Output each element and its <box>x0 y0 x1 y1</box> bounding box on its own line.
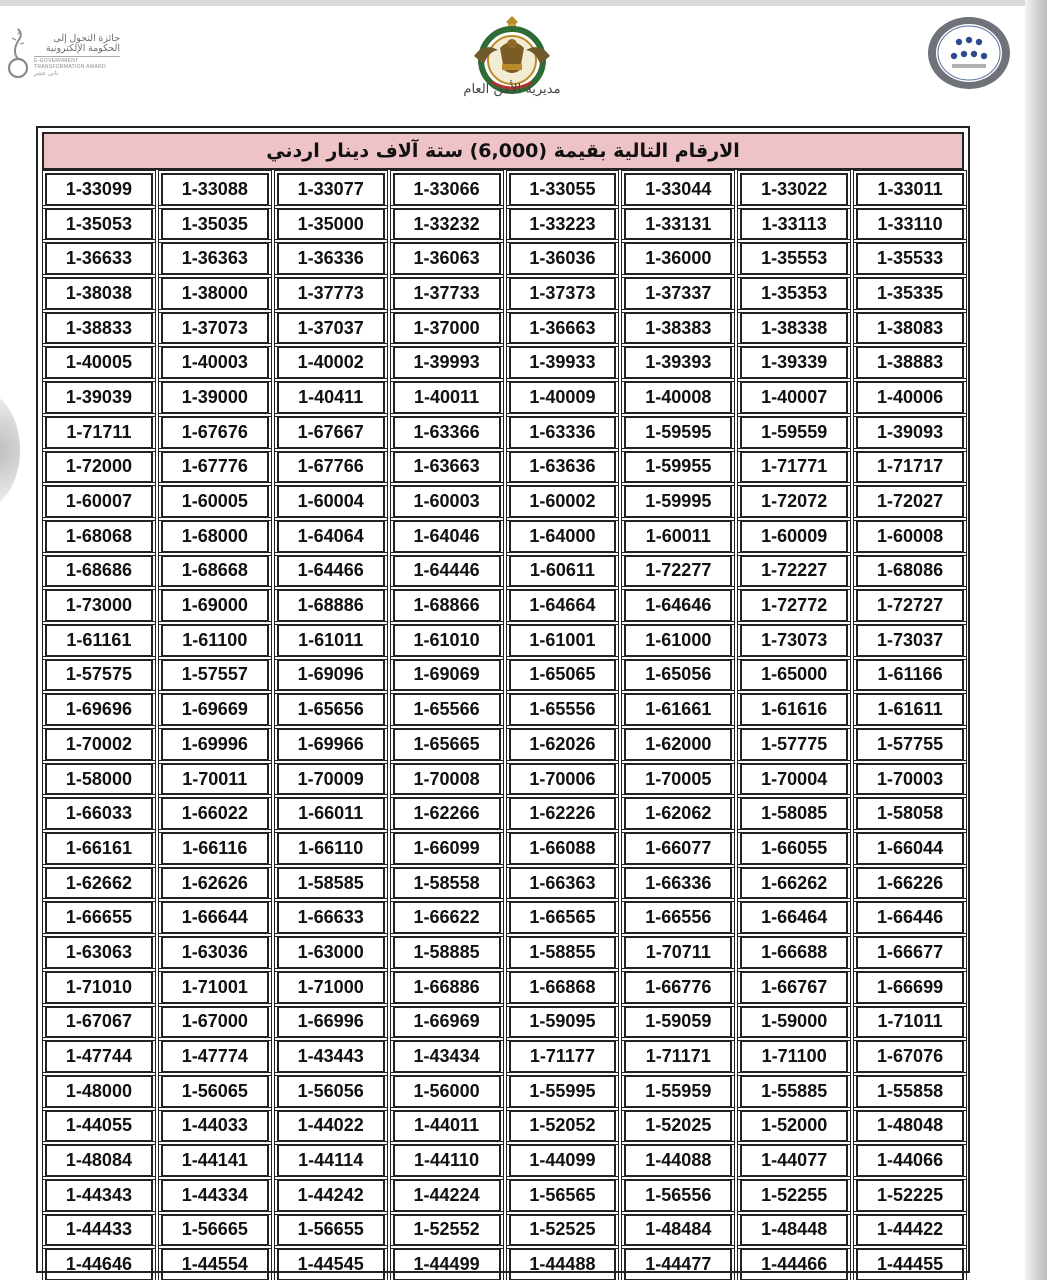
table-cell: 1-60003 <box>393 485 501 518</box>
table-cell: 1-72000 <box>45 451 153 484</box>
table-cell: 1-44011 <box>393 1110 501 1143</box>
table-cell: 1-58855 <box>509 936 617 969</box>
table-cell: 1-72772 <box>740 589 848 622</box>
table-cell: 1-37000 <box>393 312 501 345</box>
table-cell: 1-72072 <box>740 485 848 518</box>
table-cell: 1-44066 <box>856 1144 964 1177</box>
table-cell: 1-66767 <box>740 971 848 1004</box>
table-cell: 1-66336 <box>624 867 732 900</box>
table-cell: 1-52552 <box>393 1214 501 1247</box>
table-cell: 1-56665 <box>161 1214 269 1247</box>
table-cell: 1-57575 <box>45 659 153 692</box>
table-cell: 1-44466 <box>740 1248 848 1280</box>
numbers-grid <box>42 173 967 1280</box>
table-cell: 1-71010 <box>45 971 153 1004</box>
table-cell: 1-70711 <box>624 936 732 969</box>
table-cell: 1-60002 <box>509 485 617 518</box>
table-cell: 1-66699 <box>856 971 964 1004</box>
table-cell: 1-37337 <box>624 277 732 310</box>
table-cell: 1-33055 <box>509 173 617 206</box>
table-cell: 1-71711 <box>45 416 153 449</box>
table-cell: 1-62000 <box>624 728 732 761</box>
table-cell: 1-66996 <box>277 1006 385 1039</box>
table-cell: 1-72227 <box>740 555 848 588</box>
table-cell: 1-48048 <box>856 1110 964 1143</box>
table-cell: 1-48448 <box>740 1214 848 1247</box>
table-cell: 1-64064 <box>277 520 385 553</box>
table-cell: 1-65656 <box>277 693 385 726</box>
table-cell: 1-59595 <box>624 416 732 449</box>
table-cell: 1-67067 <box>45 1006 153 1039</box>
table-cell: 1-38338 <box>740 312 848 345</box>
table-cell: 1-71000 <box>277 971 385 1004</box>
table-cell: 1-62026 <box>509 728 617 761</box>
table-cell: 1-68068 <box>45 520 153 553</box>
table-cell: 1-36336 <box>277 242 385 275</box>
table-cell: 1-66088 <box>509 832 617 865</box>
table-cell: 1-61161 <box>45 624 153 657</box>
table-cell: 1-40009 <box>509 381 617 414</box>
table-cell: 1-64646 <box>624 589 732 622</box>
table-cell: 1-66655 <box>45 901 153 934</box>
table-cell: 1-66969 <box>393 1006 501 1039</box>
table-cell: 1-66622 <box>393 901 501 934</box>
table-cell: 1-64446 <box>393 555 501 588</box>
crest-caption: مديرية الأمن العام <box>463 82 561 97</box>
table-cell: 1-55995 <box>509 1075 617 1108</box>
table-cell: 1-58885 <box>393 936 501 969</box>
table-cell: 1-33232 <box>393 208 501 241</box>
table-cell: 1-33131 <box>624 208 732 241</box>
table-cell: 1-70002 <box>45 728 153 761</box>
table-cell: 1-56655 <box>277 1214 385 1247</box>
table-cell: 1-52525 <box>509 1214 617 1247</box>
table-cell: 1-35353 <box>740 277 848 310</box>
table-cell: 1-44422 <box>856 1214 964 1247</box>
table-cell: 1-44499 <box>393 1248 501 1280</box>
table-cell: 1-59095 <box>509 1006 617 1039</box>
table-cell: 1-61166 <box>856 659 964 692</box>
table-cell: 1-70011 <box>161 763 269 796</box>
table-cell: 1-39933 <box>509 346 617 379</box>
table-cell: 1-69000 <box>161 589 269 622</box>
table-cell: 1-44099 <box>509 1144 617 1177</box>
table-cell: 1-44433 <box>45 1214 153 1247</box>
table-cell: 1-55885 <box>740 1075 848 1108</box>
table-cell: 1-39093 <box>856 416 964 449</box>
table-cell: 1-58585 <box>277 867 385 900</box>
table-cell: 1-47774 <box>161 1040 269 1073</box>
award-line-2: الحكومة الإلكترونية <box>45 43 120 54</box>
table-cell: 1-64046 <box>393 520 501 553</box>
table-cell: 1-43434 <box>393 1040 501 1073</box>
table-cell: 1-56000 <box>393 1075 501 1108</box>
table-cell: 1-57557 <box>161 659 269 692</box>
table-cell: 1-37037 <box>277 312 385 345</box>
table-cell: 1-44033 <box>161 1110 269 1143</box>
award-line-3: E-GOVERNMENT <box>34 56 120 64</box>
table-cell: 1-67667 <box>277 416 385 449</box>
table-cell: 1-71177 <box>509 1040 617 1073</box>
table-cell: 1-66226 <box>856 867 964 900</box>
table-cell: 1-39000 <box>161 381 269 414</box>
table-cell: 1-63036 <box>161 936 269 969</box>
table-cell: 1-66633 <box>277 901 385 934</box>
table-cell: 1-61001 <box>509 624 617 657</box>
table-cell: 1-59059 <box>624 1006 732 1039</box>
table-cell: 1-37373 <box>509 277 617 310</box>
table-cell: 1-61010 <box>393 624 501 657</box>
table-cell: 1-44646 <box>45 1248 153 1280</box>
table-cell: 1-37773 <box>277 277 385 310</box>
table-cell: 1-72277 <box>624 555 732 588</box>
table-cell: 1-66110 <box>277 832 385 865</box>
table-cell: 1-44055 <box>45 1110 153 1143</box>
table-cell: 1-71011 <box>856 1006 964 1039</box>
table-cell: 1-44334 <box>161 1179 269 1212</box>
left-edge-shadow <box>0 390 20 510</box>
table-cell: 1-60009 <box>740 520 848 553</box>
table-cell: 1-58058 <box>856 797 964 830</box>
table-cell: 1-56556 <box>624 1179 732 1212</box>
table-cell: 1-56565 <box>509 1179 617 1212</box>
stars-seal-icon <box>924 14 1014 92</box>
table-cell: 1-63663 <box>393 451 501 484</box>
table-cell: 1-60008 <box>856 520 964 553</box>
table-cell: 1-68686 <box>45 555 153 588</box>
table-cell: 1-66099 <box>393 832 501 865</box>
table-cell: 1-44242 <box>277 1179 385 1212</box>
table-cell: 1-33113 <box>740 208 848 241</box>
table-cell: 1-36036 <box>509 242 617 275</box>
table-cell: 1-33022 <box>740 173 848 206</box>
table-cell: 1-73000 <box>45 589 153 622</box>
table-cell: 1-56056 <box>277 1075 385 1108</box>
table-cell: 1-65566 <box>393 693 501 726</box>
table-cell: 1-66055 <box>740 832 848 865</box>
table-cell: 1-39339 <box>740 346 848 379</box>
table-cell: 1-63636 <box>509 451 617 484</box>
table-cell: 1-36663 <box>509 312 617 345</box>
table-cell: 1-40002 <box>277 346 385 379</box>
table-cell: 1-66446 <box>856 901 964 934</box>
table-cell: 1-61611 <box>856 693 964 726</box>
table-cell: 1-38383 <box>624 312 732 345</box>
table-cell: 1-38883 <box>856 346 964 379</box>
table-cell: 1-35000 <box>277 208 385 241</box>
table-cell: 1-40011 <box>393 381 501 414</box>
table-cell: 1-61000 <box>624 624 732 657</box>
table-cell: 1-44554 <box>161 1248 269 1280</box>
table-cell: 1-59559 <box>740 416 848 449</box>
table-cell: 1-70008 <box>393 763 501 796</box>
table-cell: 1-68000 <box>161 520 269 553</box>
table-cell: 1-35335 <box>856 277 964 310</box>
table-cell: 1-66011 <box>277 797 385 830</box>
table-cell: 1-69096 <box>277 659 385 692</box>
table-cell: 1-44343 <box>45 1179 153 1212</box>
table-cell: 1-40006 <box>856 381 964 414</box>
table-cell: 1-44077 <box>740 1144 848 1177</box>
table-cell: 1-36363 <box>161 242 269 275</box>
table-cell: 1-33110 <box>856 208 964 241</box>
table-cell: 1-62626 <box>161 867 269 900</box>
table-cell: 1-68086 <box>856 555 964 588</box>
table-cell: 1-48084 <box>45 1144 153 1177</box>
table-cell: 1-62062 <box>624 797 732 830</box>
table-cell: 1-71717 <box>856 451 964 484</box>
table-cell: 1-52225 <box>856 1179 964 1212</box>
table-cell: 1-70005 <box>624 763 732 796</box>
egov-award-logo <box>6 14 121 94</box>
table-cell: 1-66022 <box>161 797 269 830</box>
table-cell: 1-61661 <box>624 693 732 726</box>
table-cell: 1-63063 <box>45 936 153 969</box>
table-cell: 1-66363 <box>509 867 617 900</box>
table-cell: 1-66677 <box>856 936 964 969</box>
table-cell: 1-38000 <box>161 277 269 310</box>
table-cell: 1-62226 <box>509 797 617 830</box>
table-cell: 1-39393 <box>624 346 732 379</box>
table-cell: 1-39039 <box>45 381 153 414</box>
table-cell: 1-35035 <box>161 208 269 241</box>
table-cell: 1-56065 <box>161 1075 269 1108</box>
table-cell: 1-70004 <box>740 763 848 796</box>
award-emblem-icon <box>6 28 32 82</box>
table-cell: 1-62662 <box>45 867 153 900</box>
page-top-edge <box>0 0 1047 6</box>
table-cell: 1-44545 <box>277 1248 385 1280</box>
table-cell: 1-48484 <box>624 1214 732 1247</box>
table-cell: 1-69996 <box>161 728 269 761</box>
table-cell: 1-44022 <box>277 1110 385 1143</box>
table-cell: 1-66688 <box>740 936 848 969</box>
table-cell: 1-59000 <box>740 1006 848 1039</box>
award-line-4: TRANSFORMATION AWARD <box>34 64 106 70</box>
table-cell: 1-44088 <box>624 1144 732 1177</box>
table-cell: 1-57755 <box>856 728 964 761</box>
table-cell: 1-65000 <box>740 659 848 692</box>
award-line-5: ثاني عشر <box>34 71 59 77</box>
table-cell: 1-69669 <box>161 693 269 726</box>
table-cell: 1-48000 <box>45 1075 153 1108</box>
table-cell: 1-33044 <box>624 173 732 206</box>
table-cell: 1-47744 <box>45 1040 153 1073</box>
table-cell: 1-64466 <box>277 555 385 588</box>
table-cell: 1-65556 <box>509 693 617 726</box>
table-cell: 1-33088 <box>161 173 269 206</box>
table-cell: 1-36633 <box>45 242 153 275</box>
table-cell: 1-61100 <box>161 624 269 657</box>
table-cell: 1-38083 <box>856 312 964 345</box>
table-cell: 1-59995 <box>624 485 732 518</box>
table-cell: 1-39993 <box>393 346 501 379</box>
table-cell: 1-60004 <box>277 485 385 518</box>
table-cell: 1-37073 <box>161 312 269 345</box>
table-cell: 1-52025 <box>624 1110 732 1143</box>
table-cell: 1-67676 <box>161 416 269 449</box>
table-cell: 1-66033 <box>45 797 153 830</box>
table-cell: 1-66868 <box>509 971 617 1004</box>
table-cell: 1-35533 <box>856 242 964 275</box>
table-cell: 1-66776 <box>624 971 732 1004</box>
table-cell: 1-44114 <box>277 1144 385 1177</box>
table-cell: 1-70009 <box>277 763 385 796</box>
table-cell: 1-38833 <box>45 312 153 345</box>
table-cell: 1-66161 <box>45 832 153 865</box>
table-cell: 1-66556 <box>624 901 732 934</box>
table-cell: 1-33066 <box>393 173 501 206</box>
table-cell: 1-69069 <box>393 659 501 692</box>
table-cell: 1-40411 <box>277 381 385 414</box>
table-cell: 1-66262 <box>740 867 848 900</box>
table-cell: 1-60011 <box>624 520 732 553</box>
table-cell: 1-67000 <box>161 1006 269 1039</box>
table-cell: 1-44224 <box>393 1179 501 1212</box>
table-cell: 1-44110 <box>393 1144 501 1177</box>
table-cell: 1-44455 <box>856 1248 964 1280</box>
table-cell: 1-40005 <box>45 346 153 379</box>
table-cell: 1-43443 <box>277 1040 385 1073</box>
table-cell: 1-73037 <box>856 624 964 657</box>
table-cell: 1-58085 <box>740 797 848 830</box>
table-cell: 1-57775 <box>740 728 848 761</box>
table-cell: 1-36063 <box>393 242 501 275</box>
numbers-table <box>36 126 970 1273</box>
table-cell: 1-66644 <box>161 901 269 934</box>
table-cell: 1-66464 <box>740 901 848 934</box>
table-cell: 1-68668 <box>161 555 269 588</box>
table-cell: 1-67766 <box>277 451 385 484</box>
table-cell: 1-44141 <box>161 1144 269 1177</box>
table-cell: 1-59955 <box>624 451 732 484</box>
table-cell: 1-36000 <box>624 242 732 275</box>
table-cell: 1-66886 <box>393 971 501 1004</box>
table-cell: 1-44477 <box>624 1248 732 1280</box>
table-cell: 1-55858 <box>856 1075 964 1108</box>
table-cell: 1-71771 <box>740 451 848 484</box>
table-cell: 1-35053 <box>45 208 153 241</box>
table-cell: 1-61616 <box>740 693 848 726</box>
table-cell: 1-40003 <box>161 346 269 379</box>
table-cell: 1-35553 <box>740 242 848 275</box>
award-line-1: جائزة التحول إلى <box>53 33 120 44</box>
table-cell: 1-69696 <box>45 693 153 726</box>
table-cell: 1-66565 <box>509 901 617 934</box>
table-cell: 1-64000 <box>509 520 617 553</box>
table-cell: 1-62266 <box>393 797 501 830</box>
table-cell: 1-55959 <box>624 1075 732 1108</box>
table-cell: 1-63000 <box>277 936 385 969</box>
table-cell: 1-72027 <box>856 485 964 518</box>
table-cell: 1-63336 <box>509 416 617 449</box>
table-cell: 1-60007 <box>45 485 153 518</box>
table-cell: 1-33011 <box>856 173 964 206</box>
table-cell: 1-72727 <box>856 589 964 622</box>
table-cell: 1-44488 <box>509 1248 617 1280</box>
table-cell: 1-69966 <box>277 728 385 761</box>
table-cell: 1-73073 <box>740 624 848 657</box>
page-right-edge-shadow <box>1025 0 1047 1280</box>
table-cell: 1-71171 <box>624 1040 732 1073</box>
table-cell: 1-66077 <box>624 832 732 865</box>
table-cell: 1-58558 <box>393 867 501 900</box>
table-title: الارقام التالية بقيمة (6,000) ستة آلاف دينار اردني <box>42 132 964 170</box>
table-cell: 1-40008 <box>624 381 732 414</box>
table-cell: 1-61011 <box>277 624 385 657</box>
table-cell: 1-65665 <box>393 728 501 761</box>
table-cell: 1-71100 <box>740 1040 848 1073</box>
table-cell: 1-63366 <box>393 416 501 449</box>
table-cell: 1-66044 <box>856 832 964 865</box>
table-cell: 1-52052 <box>509 1110 617 1143</box>
table-cell: 1-33099 <box>45 173 153 206</box>
table-cell: 1-38038 <box>45 277 153 310</box>
table-cell: 1-58000 <box>45 763 153 796</box>
table-cell: 1-52000 <box>740 1110 848 1143</box>
table-cell: 1-60611 <box>509 555 617 588</box>
table-cell: 1-52255 <box>740 1179 848 1212</box>
table-cell: 1-65056 <box>624 659 732 692</box>
table-cell: 1-68886 <box>277 589 385 622</box>
table-cell: 1-71001 <box>161 971 269 1004</box>
table-cell: 1-68866 <box>393 589 501 622</box>
table-cell: 1-60005 <box>161 485 269 518</box>
table-cell: 1-37733 <box>393 277 501 310</box>
table-cell: 1-33077 <box>277 173 385 206</box>
table-cell: 1-40007 <box>740 381 848 414</box>
table-cell: 1-70006 <box>509 763 617 796</box>
table-cell: 1-67076 <box>856 1040 964 1073</box>
table-cell: 1-64664 <box>509 589 617 622</box>
table-cell: 1-65065 <box>509 659 617 692</box>
table-cell: 1-66116 <box>161 832 269 865</box>
table-cell: 1-70003 <box>856 763 964 796</box>
table-cell: 1-33223 <box>509 208 617 241</box>
table-cell: 1-67776 <box>161 451 269 484</box>
